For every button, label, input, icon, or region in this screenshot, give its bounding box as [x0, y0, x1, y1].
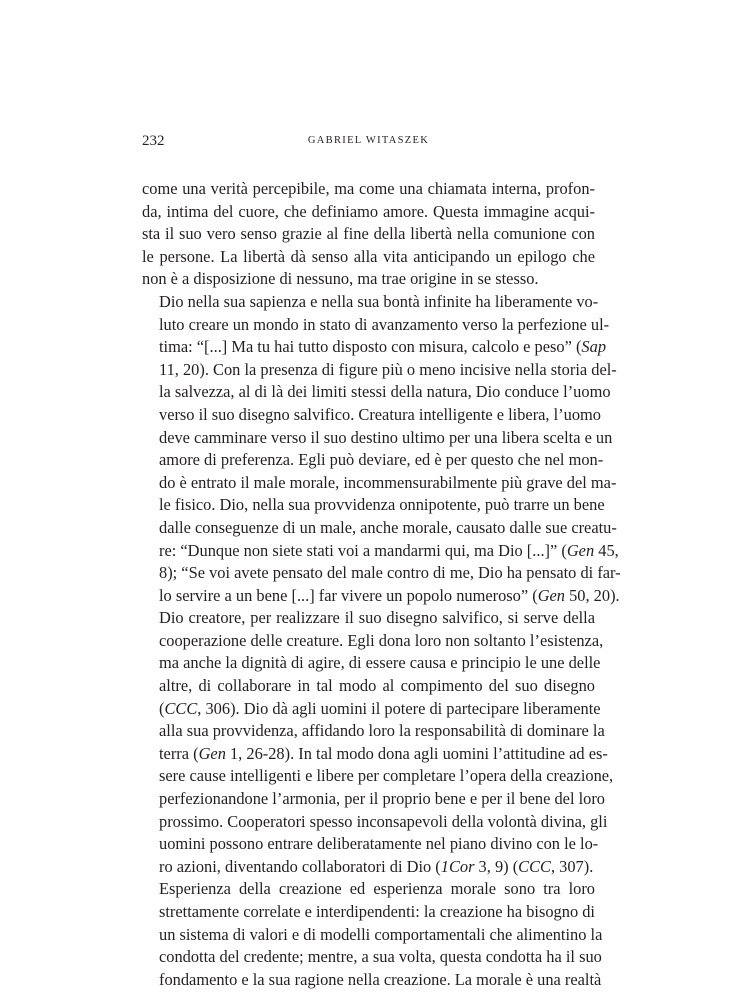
text-line: come una verità percepibile, ma come una chiamata interna, profon-: [142, 179, 595, 198]
text-line: dalle conseguenze di un male, anche morale, causato dalle sue creatu-: [159, 517, 617, 537]
text-line: 8); “Se voi avete pensato del male contro di me, Dio ha pensato di far-: [159, 563, 621, 583]
paragraph: [142, 291, 621, 607]
text-line: lo servire a un bene [...] far vivere un popolo numeroso” (Gen 50, 20).: [159, 585, 620, 605]
text-line: le fisico. Dio, nella sua provvidenza onnipotente, può trarre un bene: [159, 495, 605, 515]
text-line: alla sua provvidenza, affidando loro la responsabilità di dominare la: [159, 721, 605, 741]
citation-abbrev: CCC: [518, 856, 551, 876]
citation-abbrev: Gen: [537, 585, 565, 605]
citation-abbrev: 1Cor: [440, 856, 475, 876]
text-line: terra (Gen 1, 26-28). In tal modo dona agli uomini l’attitudine ad es-: [159, 743, 608, 763]
text-line: verso il suo disegno salvifico. Creatura intelligente e libera, l’uomo: [159, 404, 601, 424]
citation-abbrev: CCC: [164, 698, 198, 718]
paragraph: [142, 178, 595, 291]
text-line: sere cause intelligenti e libere per completare l’opera della creazione,: [159, 766, 614, 786]
page-number: 232: [142, 133, 165, 149]
text-line: uomini possono entrare deliberatamente nel piano divino con le lo-: [159, 834, 599, 854]
text-line: fondamento e la sua ragione nella creazione. La morale è una realtà: [159, 969, 602, 989]
text-line: re: “Dunque non siete stati voi a mandarmi qui, ma Dio [...]” (Gen 45,: [159, 540, 619, 560]
text-line: ma anche la dignità di agire, di essere causa e principio le une delle: [159, 653, 601, 673]
text-line: strettamente correlate e interdipendenti: la creazione ha bisogno di: [159, 902, 595, 921]
text-line: deve camminare verso il suo destino ultimo per una libera scelta e un: [159, 427, 613, 447]
citation-abbrev: Gen: [198, 743, 226, 763]
text-line: le persone. La libertà dà senso alla vita anticipando un epilogo che: [142, 246, 595, 266]
citation-abbrev: Gen: [566, 540, 595, 560]
text-line: cooperazione delle creature. Egli dona loro non soltanto l’esistenza,: [159, 630, 604, 650]
text-line: do è entrato il male morale, incommensurabilmente più grave del ma-: [159, 472, 617, 492]
text-line: un sistema di valori e di modelli comportamentali che alimentino la: [159, 924, 603, 944]
text-line: perfezionandone l’armonia, per il proprio bene e per il bene del loro: [159, 789, 606, 809]
citation-abbrev: Sap: [581, 337, 607, 357]
text-line: luto creare un mondo in stato di avanzamento verso la perfezione ul-: [159, 314, 610, 334]
text-line: prossimo. Cooperatori spesso inconsapevoli della volontà divina, gli: [159, 811, 608, 831]
text-line: Dio nella sua sapienza e nella sua bontà infinite ha liberamente vo-: [159, 291, 599, 311]
text-line: (CCC, 306). Dio dà agli uomini il potere di partecipare liberamente: [159, 698, 601, 718]
text-line: ro azioni, diventando collaboratori di Dio (1Cor 3, 9) (CCC, 307).: [159, 856, 594, 876]
text-line: tima: “[...] Ma tu hai tutto disposto con misura, calcolo e peso” (Sap: [159, 337, 607, 357]
text-line: sta il suo vero senso grazie al fine della libertà nella comunione con: [142, 224, 595, 244]
running-title: GABRIEL WITASZEK: [307, 135, 430, 146]
text-line: 11, 20). Con la presenza di figure più o meno incisive nella storia del-: [159, 359, 617, 379]
body-text: [142, 178, 621, 991]
paragraph: [142, 878, 603, 991]
text-line: la salvezza, al di là dei limiti stessi della natura, Dio conduce l’uomo: [159, 382, 611, 402]
text-line: non è a disposizione di nessuno, ma trae origine in se stesso.: [142, 269, 539, 289]
paragraph: [142, 607, 614, 878]
text-line: amore di preferenza. Egli può deviare, ed è per questo che nel mon-: [159, 450, 604, 470]
text-line: condotta del credente; mentre, a sua volta, questa condotta ha il suo: [159, 947, 602, 967]
text-line: da, intima del cuore, che definiamo amore. Questa immagine acqui-: [142, 201, 595, 221]
running-head: [142, 131, 595, 151]
text-line: altre, di collaborare in tal modo al compimento del suo disegno: [159, 676, 595, 696]
text-line: Esperienza della creazione ed esperienza morale sono tra loro: [159, 879, 595, 899]
text-line: Dio creatore, per realizzare il suo disegno salvifico, si serve della: [159, 608, 595, 628]
